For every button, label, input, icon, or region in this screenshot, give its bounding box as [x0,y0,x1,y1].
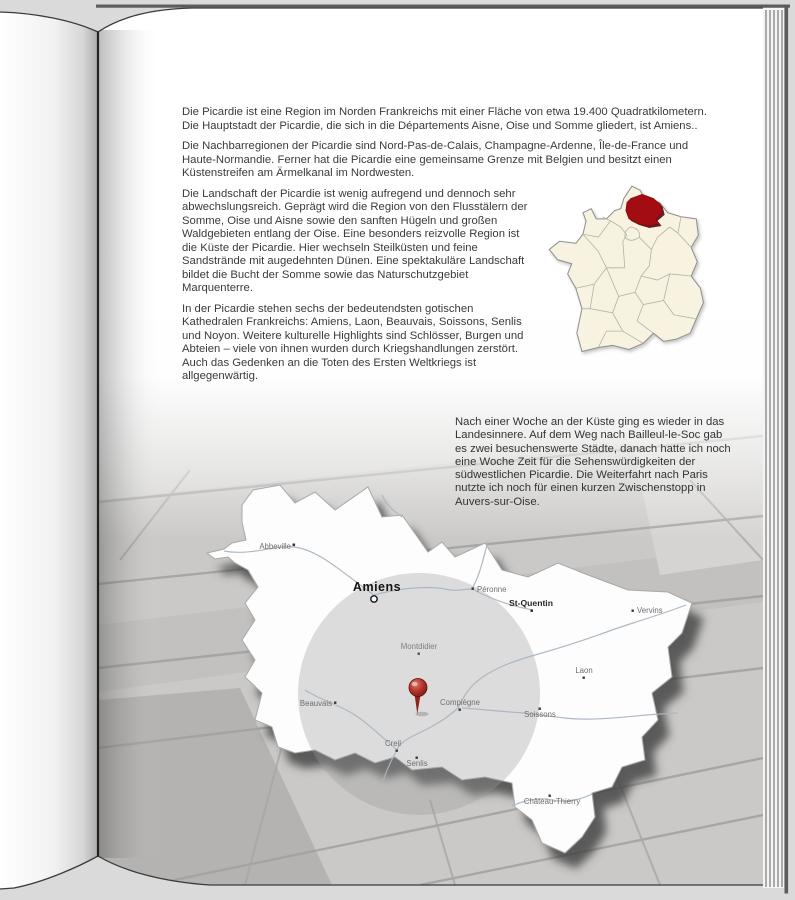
city-abbeville [259,542,295,551]
paragraph-cathedrals: In der Picardie stehen sechs der bedeutendsten gotischen Kathedralen Frankreichs: Amiens, Laon, Beauvais, Soissons, Senlis und Noyon. Weitere kulturelle Highlights sind Schlösser, Burgen und Abteien – viele von ihnen wurden durch Kriegshandlungen zerstört. Auch das Gedenken an die Toten des Ersten Weltkriegs ist allgegenwärtig. [182,302,524,382]
city-label: Beauvais [299,699,332,708]
city-senlis [406,757,427,769]
city-vervins [632,606,663,615]
photo-caption: Nach einer Woche an der Küste ging es wieder in das Landesinnere. Auf dem Weg nach Bailleul-le-Soc gab es zwei besuchenswerte Städte, danach hatte ich noch eine Woche Zeit für die Sehenswürdigkeiten der südwestlichen Picardie. Die Weiterfahrt nach Paris nutzte ich noch für einen kurzen Zwischenstopp in Auvers-sur-Oise. [455,416,731,508]
city-label: Amiens [352,580,402,594]
city-label: Soissons [524,710,556,719]
france-map-graphic [545,178,721,374]
body-text [182,106,717,391]
city-label: Laon [575,666,593,675]
city-label: Montdidier [400,642,438,651]
paragraph-intro: Die Picardie ist eine Region im Norden Frankreichs mit einer Fläche von etwa 19.400 Quadratkilometern. Die Hauptstadt der Picardie, die sich in die Départements Aisne, Oise und Somme gliedert, ist Amiens.. [182,106,707,132]
city-label: St-Quentin [509,598,553,608]
city-label: Senlis [406,759,428,768]
france-locator-map [545,178,721,374]
city-label: Abbeville [259,542,291,551]
city-peronne [472,585,507,594]
picardie-region-map [195,460,725,870]
city-chateau-thierry [524,795,580,807]
paragraph-neighbours: Die Nachbarregionen der Picardie sind Nord-Pas-de-Calais, Champagne-Ardenne, Île-de-France und Haute-Normandie. Ferner hat die Picardie eine gemeinsame Grenze mit Belgien und besitzt einen Küstenstreifen am Ärmelkanal im Nordwesten. [182,140,689,179]
city-label: Vervins [637,606,663,615]
city-beauvais [300,699,336,708]
city-label: Compiègne [440,698,480,707]
city-label: Château-Thierry [523,797,581,806]
city-label: Péronne [477,585,507,594]
paragraph-landscape: Die Landschaft der Picardie ist wenig aufregend und dennoch sehr abwechslungsreich. Geprägt wird die Region von den Flusstälern der Somme, Oise und Aisne sowie den sanften Hügeln und großen Waldgebieten entlang der Oise. Eine besonders reizvolle Region ist die Küste der Picardie. Hier wechseln Steilküsten und feine Sandstrände mit augedehnten Dünen. Eine spektakuläre Landschaft bildet die Bucht der Somme sowie das Naturschutzgebiet Marquenterre. [182,187,528,294]
city-soissons [524,708,556,720]
city-label: Creil [384,739,402,748]
